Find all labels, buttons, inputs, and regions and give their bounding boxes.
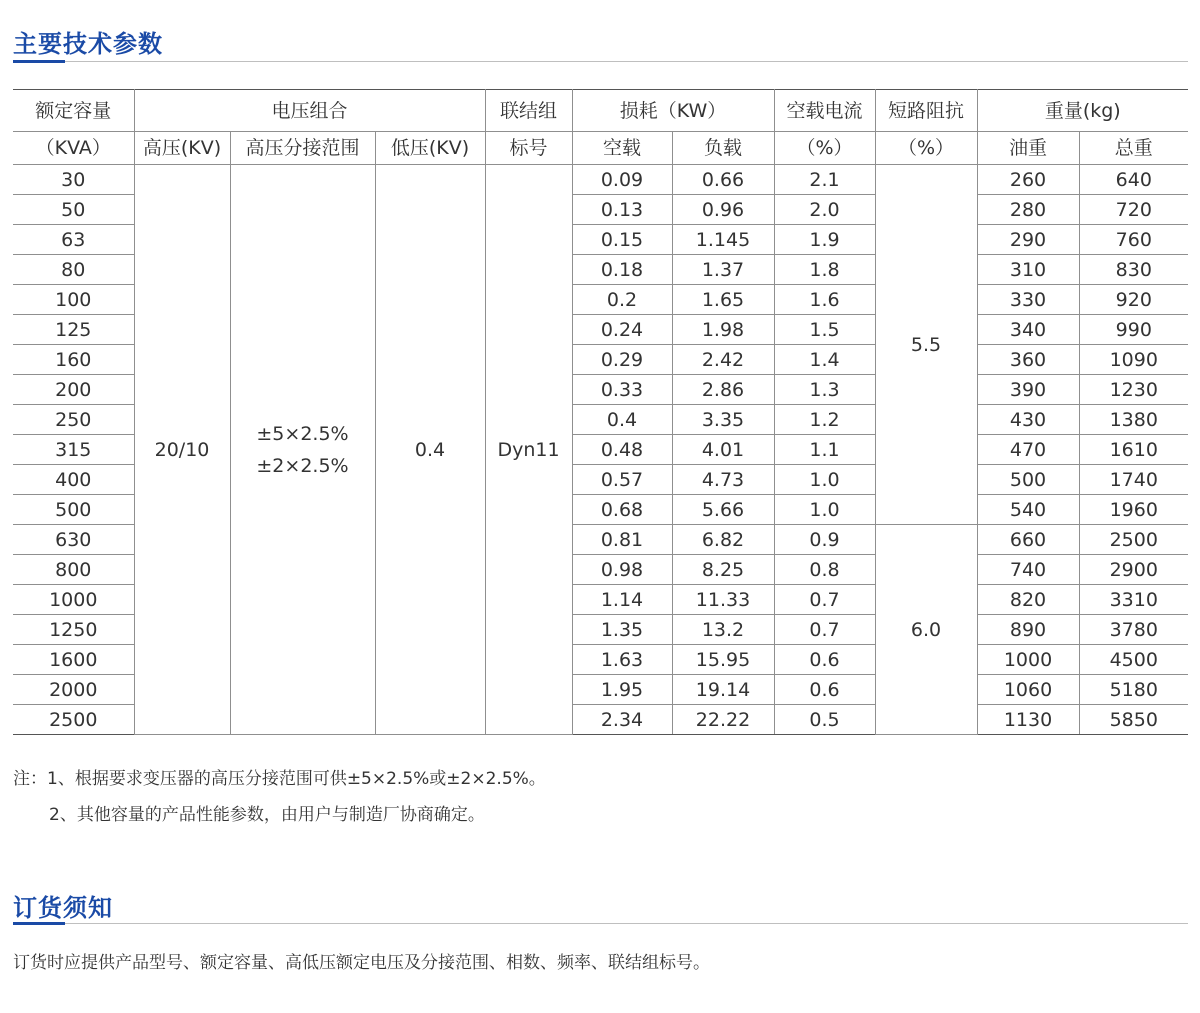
noload-current-cell: 0.6 [774,645,875,675]
section-title-specs: 主要技术参数 [13,30,163,58]
header-noload-current: 空载电流 [774,90,875,132]
oil-weight-cell: 430 [977,405,1079,435]
noload-current-cell: 1.4 [774,345,875,375]
oil-weight-cell: 660 [977,525,1079,555]
noload-loss-cell: 0.2 [572,285,672,315]
noload-loss-cell: 0.15 [572,225,672,255]
noload-loss-cell: 0.09 [572,165,672,195]
oil-weight-cell: 330 [977,285,1079,315]
total-weight-cell: 920 [1079,285,1188,315]
noload-loss-cell: 1.14 [572,585,672,615]
load-loss-cell: 3.35 [672,405,774,435]
oil-weight-cell: 820 [977,585,1079,615]
oil-weight-cell: 1060 [977,675,1079,705]
noload-current-cell: 1.0 [774,495,875,525]
noload-current-cell: 0.5 [774,705,875,735]
ordering-text: 订货时应提供产品型号、额定容量、高低压额定电压及分接范围、相数、频率、联结组标号。 [13,953,710,973]
noload-loss-cell: 0.57 [572,465,672,495]
noload-current-cell: 2.0 [774,195,875,225]
load-loss-cell: 19.14 [672,675,774,705]
noload-loss-cell: 0.98 [572,555,672,585]
connection-cell: Dyn11 [485,165,572,735]
oil-weight-cell: 740 [977,555,1079,585]
noload-current-cell: 1.9 [774,225,875,255]
hv-cell: 20/10 [134,165,230,735]
header-hv-tap-range: 高压分接范围 [230,132,375,165]
capacity-cell: 1600 [13,645,134,675]
load-loss-cell: 15.95 [672,645,774,675]
capacity-cell: 50 [13,195,134,225]
total-weight-cell: 1090 [1079,345,1188,375]
total-weight-cell: 1610 [1079,435,1188,465]
load-loss-cell: 4.73 [672,465,774,495]
note-line-2: 2、其他容量的产品性能参数，由用户与制造厂协商确定。 [49,805,485,825]
impedance-cell: 5.5 [875,165,977,525]
noload-current-cell: 0.6 [774,675,875,705]
noload-loss-cell: 0.24 [572,315,672,345]
noload-loss-cell: 0.81 [572,525,672,555]
load-loss-cell: 2.86 [672,375,774,405]
capacity-cell: 400 [13,465,134,495]
tap-range-line: ±5×2.5% [256,422,349,445]
capacity-cell: 500 [13,495,134,525]
oil-weight-cell: 500 [977,465,1079,495]
total-weight-cell: 830 [1079,255,1188,285]
header-capacity: 额定容量 [13,90,134,132]
section-title-ordering: 订货须知 [13,894,113,922]
oil-weight-cell: 540 [977,495,1079,525]
table-header-row-1 [13,90,1188,132]
header-impedance: 短路阻抗 [875,90,977,132]
total-weight-cell: 2900 [1079,555,1188,585]
noload-loss-cell: 0.68 [572,495,672,525]
header-hv: 高压(KV) [134,132,230,165]
load-loss-cell: 1.65 [672,285,774,315]
capacity-cell: 2000 [13,675,134,705]
noload-current-cell: 1.3 [774,375,875,405]
oil-weight-cell: 280 [977,195,1079,225]
oil-weight-cell: 310 [977,255,1079,285]
total-weight-cell: 3780 [1079,615,1188,645]
total-weight-cell: 2500 [1079,525,1188,555]
total-weight-cell: 1960 [1079,495,1188,525]
header-lv: 低压(KV) [375,132,485,165]
table-header-row-2 [13,132,1188,165]
header-current-unit: （%） [774,132,875,165]
noload-loss-cell: 0.18 [572,255,672,285]
noload-current-cell: 1.5 [774,315,875,345]
hv-tap-range-cell [230,165,375,735]
impedance-cell: 6.0 [875,525,977,735]
lv-cell: 0.4 [375,165,485,735]
section-accent-bar [13,60,65,63]
load-loss-cell: 4.01 [672,435,774,465]
noload-loss-cell: 1.95 [572,675,672,705]
noload-loss-cell: 1.63 [572,645,672,675]
table-row [13,165,1188,195]
load-loss-cell: 1.37 [672,255,774,285]
total-weight-cell: 4500 [1079,645,1188,675]
oil-weight-cell: 260 [977,165,1079,195]
oil-weight-cell: 390 [977,375,1079,405]
capacity-cell: 80 [13,255,134,285]
total-weight-cell: 720 [1079,195,1188,225]
capacity-cell: 125 [13,315,134,345]
noload-loss-cell: 1.35 [572,615,672,645]
oil-weight-cell: 290 [977,225,1079,255]
total-weight-cell: 5180 [1079,675,1188,705]
section-divider [13,61,1188,62]
header-loss: 损耗（KW） [572,90,774,132]
capacity-cell: 63 [13,225,134,255]
header-designation: 标号 [485,132,572,165]
load-loss-cell: 13.2 [672,615,774,645]
noload-current-cell: 0.8 [774,555,875,585]
load-loss-cell: 22.22 [672,705,774,735]
noload-current-cell: 0.7 [774,615,875,645]
capacity-cell: 100 [13,285,134,315]
header-connection-group: 联结组 [485,90,572,132]
noload-current-cell: 2.1 [774,165,875,195]
noload-current-cell: 1.1 [774,435,875,465]
total-weight-cell: 990 [1079,315,1188,345]
total-weight-cell: 5850 [1079,705,1188,735]
oil-weight-cell: 890 [977,615,1079,645]
capacity-cell: 1250 [13,615,134,645]
oil-weight-cell: 340 [977,315,1079,345]
total-weight-cell: 1740 [1079,465,1188,495]
noload-loss-cell: 2.34 [572,705,672,735]
oil-weight-cell: 360 [977,345,1079,375]
load-loss-cell: 0.96 [672,195,774,225]
capacity-cell: 1000 [13,585,134,615]
load-loss-cell: 1.145 [672,225,774,255]
noload-current-cell: 1.6 [774,285,875,315]
load-loss-cell: 8.25 [672,555,774,585]
oil-weight-cell: 1130 [977,705,1079,735]
spec-table [13,89,1188,735]
load-loss-cell: 1.98 [672,315,774,345]
total-weight-cell: 640 [1079,165,1188,195]
header-noload-loss: 空载 [572,132,672,165]
section-accent-bar [13,922,65,925]
header-total-weight: 总重 [1079,132,1188,165]
tap-range-line: ±2×2.5% [256,454,349,477]
capacity-cell: 315 [13,435,134,465]
header-voltage-combo: 电压组合 [134,90,485,132]
noload-loss-cell: 0.33 [572,375,672,405]
noload-current-cell: 1.8 [774,255,875,285]
capacity-cell: 200 [13,375,134,405]
note-line-1: 注：1、根据要求变压器的高压分接范围可供±5×2.5%或±2×2.5%。 [13,769,546,789]
noload-loss-cell: 0.48 [572,435,672,465]
load-loss-cell: 11.33 [672,585,774,615]
noload-loss-cell: 0.4 [572,405,672,435]
capacity-cell: 2500 [13,705,134,735]
header-weight: 重量(kg) [977,90,1188,132]
header-load-loss: 负载 [672,132,774,165]
total-weight-cell: 760 [1079,225,1188,255]
header-oil-weight: 油重 [977,132,1079,165]
load-loss-cell: 5.66 [672,495,774,525]
total-weight-cell: 3310 [1079,585,1188,615]
capacity-cell: 30 [13,165,134,195]
oil-weight-cell: 470 [977,435,1079,465]
capacity-cell: 160 [13,345,134,375]
total-weight-cell: 1380 [1079,405,1188,435]
oil-weight-cell: 1000 [977,645,1079,675]
noload-current-cell: 1.2 [774,405,875,435]
section-divider [13,923,1188,924]
header-capacity-unit: （KVA） [13,132,134,165]
noload-loss-cell: 0.29 [572,345,672,375]
capacity-cell: 800 [13,555,134,585]
noload-current-cell: 1.0 [774,465,875,495]
load-loss-cell: 6.82 [672,525,774,555]
noload-loss-cell: 0.13 [572,195,672,225]
noload-current-cell: 0.7 [774,585,875,615]
load-loss-cell: 0.66 [672,165,774,195]
load-loss-cell: 2.42 [672,345,774,375]
capacity-cell: 250 [13,405,134,435]
noload-current-cell: 0.9 [774,525,875,555]
header-impedance-unit: （%） [875,132,977,165]
capacity-cell: 630 [13,525,134,555]
total-weight-cell: 1230 [1079,375,1188,405]
